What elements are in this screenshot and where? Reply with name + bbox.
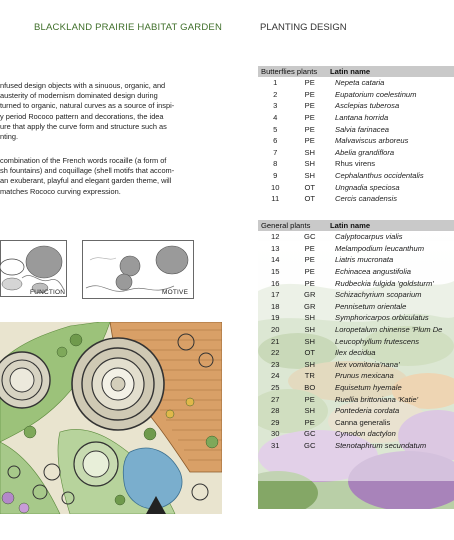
table-row <box>258 181 454 193</box>
plant-latin-name: Schizachyrium scoparium <box>335 290 422 300</box>
plant-number: 25 <box>271 383 280 393</box>
table-row <box>258 112 454 124</box>
plant-latin-name: Nepeta cataria <box>335 78 385 88</box>
plant-number: 12 <box>271 232 280 242</box>
plant-number: 2 <box>273 89 278 99</box>
plant-latin-name: Melampodium leucanthum <box>335 243 425 253</box>
plant-latin-name: Stenotaphrum secundatum <box>335 440 427 450</box>
table-row <box>258 417 454 429</box>
plant-code: PE <box>304 255 315 265</box>
plant-number: 4 <box>273 113 278 123</box>
table-row <box>258 243 454 255</box>
plant-latin-name: Salvia farinacea <box>335 124 390 134</box>
plant-number: 6 <box>273 136 278 146</box>
butterfly-plants-table <box>258 66 454 205</box>
table-row <box>258 428 454 440</box>
plant-number: 20 <box>271 325 280 335</box>
table-row <box>258 158 454 170</box>
plant-code: GC <box>304 232 316 242</box>
plant-code: GC <box>304 429 316 439</box>
plant-latin-name: Equisetum hyemale <box>335 383 402 393</box>
site-plan-illustration <box>0 322 222 514</box>
plant-number: 29 <box>271 417 280 427</box>
plant-latin-name: Abelia grandiflora <box>335 147 395 157</box>
plant-code: PE <box>304 113 315 123</box>
plant-latin-name: Prunus mexicana <box>335 371 394 381</box>
plant-latin-name: Pontederia cordata <box>335 406 400 416</box>
plant-latin-name: Symphoricarpos orbiculatus <box>335 313 429 323</box>
plant-code: PE <box>304 417 315 427</box>
plant-code: OT <box>304 348 316 358</box>
table-row <box>258 170 454 182</box>
plant-latin-name: Rudbeckia fulgida 'goldsturm' <box>335 278 434 288</box>
table-header-row <box>258 66 454 77</box>
plant-number: 11 <box>271 194 280 204</box>
plant-number: 30 <box>271 429 280 439</box>
plant-latin-name: Loropetalum chinense 'Plum De <box>335 325 443 335</box>
plant-latin-name: Leucophyllum frutescens <box>335 336 419 346</box>
plant-code: TR <box>304 371 315 381</box>
table-row <box>258 147 454 159</box>
plant-latin-name: Calyptocarpus vialis <box>335 232 403 242</box>
intro-paragraph-2: combination of the French words rocaille (a form of sh fountains) and coquillage (shell motifs that accom- an exuberant, playful and elegant garden theme, will matches Rococo curving expression. <box>0 156 175 196</box>
plant-code: SH <box>304 359 316 369</box>
plant-code: PE <box>304 136 315 146</box>
plant-code: SH <box>304 147 316 157</box>
plant-code: PE <box>304 101 315 111</box>
plant-latin-name: Echinacea angustifolia <box>335 267 411 277</box>
plant-latin-name: Pennisetum orientale <box>335 301 407 311</box>
plant-number: 16 <box>271 278 280 288</box>
plant-code: SH <box>304 159 316 169</box>
table-header-group: General plants <box>258 220 327 231</box>
table-row <box>258 135 454 147</box>
plant-code: SH <box>304 313 316 323</box>
plant-latin-name: Cephalanthus occidentalis <box>335 171 424 181</box>
plant-latin-name: Ilex vomitoria'nana' <box>335 359 400 369</box>
plant-code: SH <box>304 325 316 335</box>
plant-code: BO <box>304 383 316 393</box>
plant-code: SH <box>304 406 316 416</box>
plant-number: 18 <box>271 301 280 311</box>
table-header-latin: Latin name <box>327 220 454 231</box>
table-row <box>258 335 454 347</box>
plant-code: PE <box>304 394 315 404</box>
plant-code: GR <box>304 290 316 300</box>
plant-code: PE <box>304 124 315 134</box>
table-row <box>258 405 454 417</box>
page-title-left: BLACKLAND PRAIRIE HABITAT GARDEN <box>34 22 222 33</box>
plant-number: 5 <box>273 124 278 134</box>
plant-latin-name: Ilex decidua <box>335 348 376 358</box>
plant-number: 17 <box>271 290 280 300</box>
plant-latin-name: Malvaviscus arboreus <box>335 136 409 146</box>
table-row <box>258 324 454 336</box>
plant-number: 23 <box>271 359 280 369</box>
table-header-group: Butterflies plants <box>258 66 327 77</box>
table-row <box>258 254 454 266</box>
plant-latin-name: Asclepias tuberosa <box>335 101 400 111</box>
plant-code: SH <box>304 171 316 181</box>
table-row <box>258 301 454 313</box>
plant-latin-name: Liatris mucronata <box>335 255 394 265</box>
intro-paragraph-1: nfused design objects with a sinuous, organic, and austerity of modernism dominated design during turned to organic, natural curves as a source of inspi- y period Rococo pattern and decorations, the idea ure that apply the curve form and structure such as nting. <box>0 81 175 142</box>
plant-code: PE <box>304 278 315 288</box>
plant-code: SH <box>304 336 316 346</box>
table-header-row <box>258 220 454 231</box>
table-row <box>258 440 454 452</box>
plant-code: GC <box>304 440 316 450</box>
plant-latin-name: Cynodon dactylon <box>335 429 396 439</box>
plant-code: GR <box>304 301 316 311</box>
plant-number: 1 <box>273 78 278 88</box>
plant-latin-name: Rhus virens <box>335 159 376 169</box>
plant-latin-name: Ruellia brittoniana 'Katie' <box>335 394 419 404</box>
motive-caption: MOTIVE <box>162 289 189 296</box>
plant-number: 21 <box>271 336 280 346</box>
plant-number: 13 <box>271 243 280 253</box>
plant-latin-name: Cercis canadensis <box>335 194 398 204</box>
table-row <box>258 382 454 394</box>
plant-number: 10 <box>271 182 280 192</box>
table-row <box>258 89 454 101</box>
plant-code: PE <box>304 243 315 253</box>
table-row <box>258 312 454 324</box>
plant-code: OT <box>304 182 316 192</box>
plant-number: 15 <box>271 267 280 277</box>
general-plants-table <box>258 220 454 451</box>
table-row <box>258 77 454 89</box>
function-caption: FUNCTION <box>30 289 66 296</box>
plant-latin-name: Eupatorium coelestinum <box>335 89 417 99</box>
table-row <box>258 347 454 359</box>
plant-code: PE <box>304 89 315 99</box>
plant-number: 9 <box>273 171 278 181</box>
table-row <box>258 393 454 405</box>
plant-latin-name: Canna generalis <box>335 417 391 427</box>
plant-code: PE <box>304 78 315 88</box>
plant-number: 7 <box>273 147 278 157</box>
table-row <box>258 231 454 243</box>
table-row <box>258 277 454 289</box>
plant-latin-name: Ungnadia speciosa <box>335 182 400 192</box>
plant-number: 28 <box>271 406 280 416</box>
plant-number: 8 <box>273 159 278 169</box>
plant-latin-name: Lantana horrida <box>335 113 389 123</box>
plant-number: 22 <box>271 348 280 358</box>
plant-code: OT <box>304 194 316 204</box>
table-row <box>258 193 454 205</box>
table-row <box>258 123 454 135</box>
table-row <box>258 359 454 371</box>
table-row <box>258 370 454 382</box>
table-row <box>258 266 454 278</box>
table-row <box>258 100 454 112</box>
plant-number: 31 <box>271 440 280 450</box>
plant-number: 14 <box>271 255 280 265</box>
page-title-right: PLANTING DESIGN <box>260 22 347 33</box>
table-header-latin: Latin name <box>327 66 454 77</box>
table-row <box>258 289 454 301</box>
plant-code: PE <box>304 267 315 277</box>
plant-number: 19 <box>271 313 280 323</box>
plant-number: 24 <box>271 371 280 381</box>
plant-number: 27 <box>271 394 280 404</box>
plant-number: 3 <box>273 101 278 111</box>
